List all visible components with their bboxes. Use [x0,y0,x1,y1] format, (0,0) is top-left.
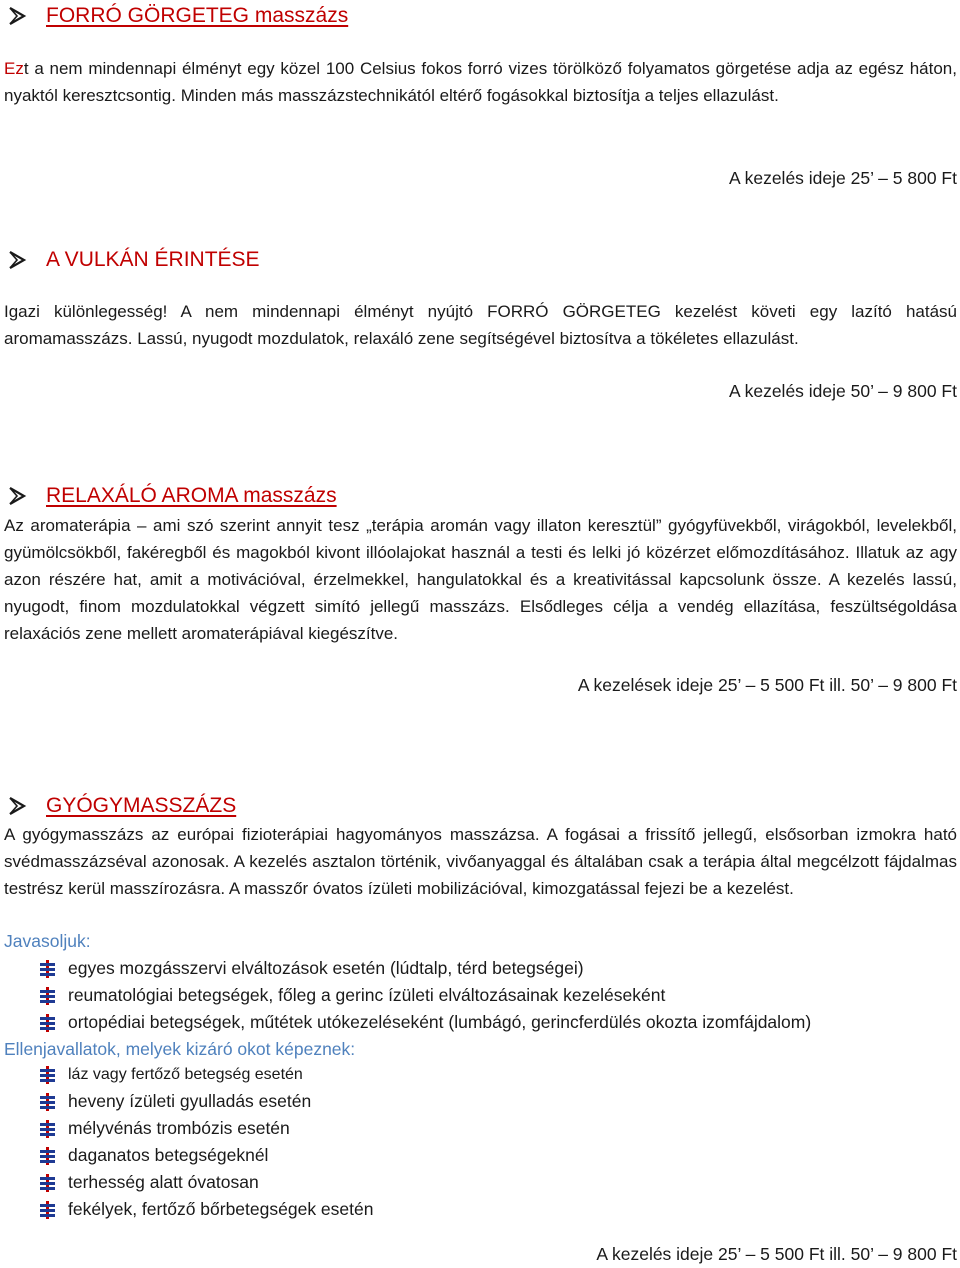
stacked-bar-bullet-icon [40,1093,56,1111]
arrow-bullet-icon [6,249,28,271]
contraindications-heading: Ellenjavallatok, melyek kizáró okot képeznek: [4,1039,356,1059]
recommend-heading: Javasoljuk: [4,931,91,951]
section-heading-relaxalo-aroma [6,484,337,508]
list-item [0,955,811,982]
list-item [0,1196,373,1223]
list-item [0,1061,373,1088]
list-item-text: daganatos betegségeknél [68,1145,269,1165]
price-line: A kezelések ideje 25’ – 5 500 Ft ill. 50’ – 9 800 Ft [577,675,957,695]
stacked-bar-bullet-icon [40,987,56,1005]
section-body: A gyógymasszázs az európai fizioterápiai hagyományos masszázsa. A fogásai a frissítő jellegű, elsősorban izmokra ható svédmasszázséval azonosak. A kezelés asztalon történik, vivőanyaggal és általában csak a terápia által megcélzott fájdalmas testrész kerül masszírozásra. A masszőr óvatos ízületi mobilizációval, kimozgatással fejezi be a kezelést. [4,825,957,898]
price-line: A kezelés ideje 50’ – 9 800 Ft [729,381,957,401]
section-title: FORRÓ GÖRGETEG masszázs [46,4,349,27]
section-body [4,55,957,109]
section-title: RELAXÁLÓ AROMA masszázs [46,484,337,507]
section-title: GYÓGYMASSZÁZS [46,794,237,817]
list-item-text: heveny ízületi gyulladás esetén [68,1091,312,1111]
price-line: A kezelés ideje 25’ – 5 800 Ft [729,168,957,188]
section-heading-forro-gorgeteg [6,4,348,28]
arrow-bullet-icon [6,795,28,817]
arrow-bullet-icon [6,485,28,507]
list-item [0,1142,373,1169]
list-item [0,1088,373,1115]
list-item-text: láz vagy fertőző betegség esetén [68,1065,303,1083]
list-item-text: mélyvénás trombózis esetén [68,1118,290,1138]
section-heading-vulkan [6,248,260,272]
intro-red-text: Ez [4,59,24,78]
list-item-text: reumatológiai betegségek, főleg a gerinc ízületi elváltozásainak kezeléseként [68,985,666,1005]
list-item-text: ortopédiai betegségek, műtétek utókezeléseként (lumbágó, gerincferdülés okozta izomfájdalom) [68,1012,812,1032]
recommend-list [0,955,811,1036]
list-item [0,1009,811,1036]
arrow-bullet-icon [6,5,28,27]
list-item-text: terhesség alatt óvatosan [68,1172,259,1192]
section-title: A VULKÁN ÉRINTÉSE [46,248,260,271]
stacked-bar-bullet-icon [40,960,56,978]
stacked-bar-bullet-icon [40,1147,56,1165]
body-text: t a nem mindennapi élményt egy közel 100 Celsius fokos forró vizes törölköző folyamatos görgetése adja az egész háton, nyaktól keresztcsontig. Minden más masszázstechnikától eltérő fogásokkal biztosítja a teljes ellazulást. [4,59,957,105]
stacked-bar-bullet-icon [40,1066,56,1084]
list-item-text: egyes mozgásszervi elváltozások esetén (lúdtalp, térd betegségei) [68,958,584,978]
price-line: A kezelés ideje 25’ – 5 500 Ft ill. 50’ – 9 800 Ft [596,1244,957,1264]
list-item [0,982,811,1009]
contraindications-list [0,1061,373,1223]
stacked-bar-bullet-icon [40,1014,56,1032]
stacked-bar-bullet-icon [40,1201,56,1219]
section-body: Az aromaterápia – ami szó szerint annyit tesz „terápia aromán vagy illaton keresztül” gyógyfüvekből, virágokból, levelekből, gyümölcsökből, fakéregből és magokból kivont illóolajokat használ a testi és lelki jó közérzet előmozdításához. Illatuk az agy azon részére hat, amit a motivációval, érzelmekkel, hangulatokkal és a kreativitással kapcsolunk össze. A kezelés lassú, nyugodt, finom mozdulatokkal végzett simító jellegű masszázs. Elsődleges célja a vendég ellazítása, feszültségoldása relaxációs zene mellett aromaterápiával kiegészítve. [4,516,957,643]
section-heading-gyogymasszazs [6,794,236,818]
list-item [0,1115,373,1142]
section-body: Igazi különlegesség! A nem mindennapi élményt nyújtó FORRÓ GÖRGETEG kezelést követi egy lazító hatású aromamasszázs. Lassú, nyugodt mozdulatok, relaxáló zene segítségével biztosítva a tökéletes ellazulást. [4,302,957,348]
stacked-bar-bullet-icon [40,1174,56,1192]
stacked-bar-bullet-icon [40,1120,56,1138]
list-item-text: fekélyek, fertőző bőrbetegségek esetén [68,1199,374,1219]
list-item [0,1169,373,1196]
